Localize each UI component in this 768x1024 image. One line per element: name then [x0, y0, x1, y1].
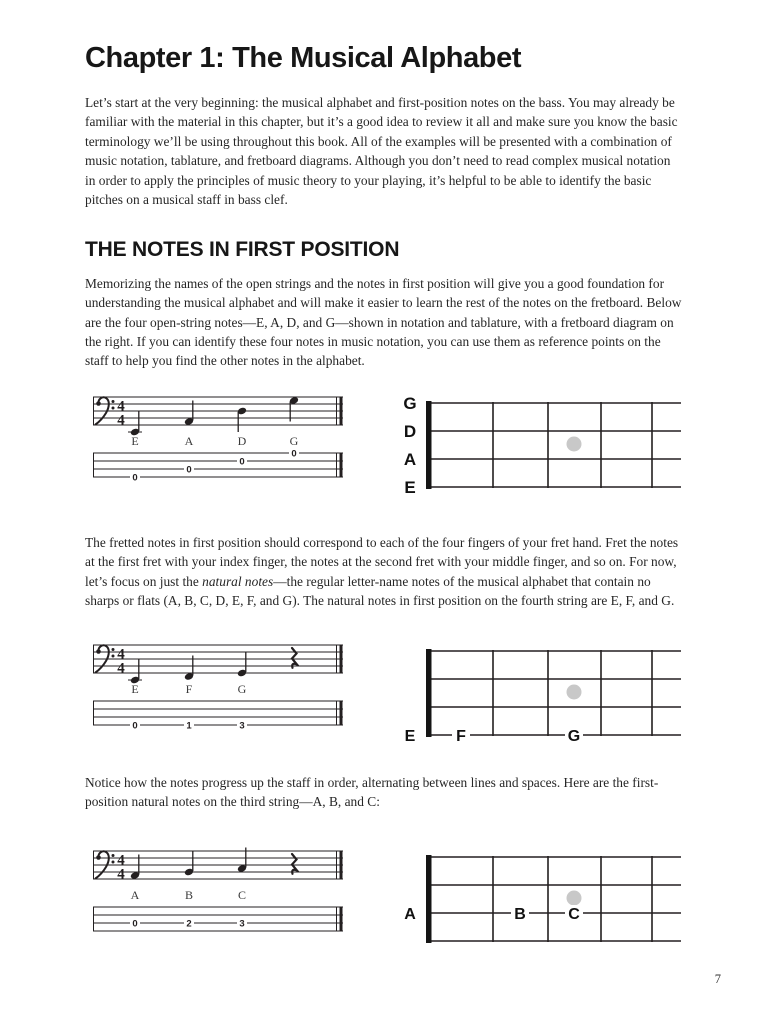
fretboard-diagram-open-strings [398, 389, 683, 499]
staff-lines [93, 645, 343, 673]
strings [431, 403, 681, 487]
quarter-notes [128, 396, 299, 436]
time-sig-top: 4 [117, 852, 125, 869]
tab-final-barline [340, 701, 343, 725]
fretted-text-italic: natural notes [202, 573, 274, 589]
string-label: A [403, 449, 417, 469]
note-name-labels [131, 888, 246, 902]
time-signature [117, 853, 125, 883]
chapter-title: Chapter 1: The Musical Alphabet [85, 42, 522, 74]
note-name-labels [131, 434, 298, 448]
music-notation-fourth-string [85, 637, 355, 732]
time-sig-bottom: 4 [117, 866, 125, 883]
fret-marker-dot [567, 891, 582, 906]
section-intro-paragraph: Memorizing the names of the open strings and the notes in first position will give you a good foundation for understanding the musical alphabet and will make it easier to learn the rest of the notes on the fretboard. Below are the four open-string notes—E, A, D, and G—shown in notation and tablature, with a fretboard diagram on the right. If you can identify these four notes in music notation, you can use them as reference points on the staff to help you find the other notes in the alphabet. [85, 275, 682, 369]
string-label: G [403, 393, 417, 413]
note-name-labels [131, 682, 246, 696]
time-sig-top: 4 [117, 646, 125, 663]
tab-fret: 0 [132, 472, 138, 484]
fretted-note-label: B [514, 906, 526, 924]
note-name: G [289, 433, 299, 448]
note-name: G [237, 681, 247, 696]
tab-final-barline [340, 453, 343, 477]
time-sig-top: 4 [117, 398, 125, 415]
strings [431, 857, 681, 941]
fretted-text-before: The fretted notes in first position should correspond to each of the four fingers of your fret hand. Fret the notes at the first fret with your index finger, the notes at the second fret with your middle finger, and so on. For now, let’s focus on just the [85, 534, 679, 589]
note-name: F [185, 681, 193, 696]
note-name: E [131, 433, 139, 448]
time-signature [117, 398, 125, 428]
intro-paragraph: Let’s start at the very beginning: the musical alphabet and first-position notes on the bass. You may already be familiar with the material in this chapter, but it’s a good idea to review it all and make sure you know the basic terminology we’ll be using throughout this book. All of the examples will be presented with a combination of music notation, tablature, and fretboard diagrams. Although you don’t need to read complex musical notation in order to apply the principles of music theory to your playing, it’s helpful to be able to identify the basic pitches on a musical staff in bass clef. [85, 95, 678, 208]
string-labels [403, 394, 416, 497]
note-name: E [131, 681, 139, 696]
music-notation-third-string [85, 843, 355, 938]
fretted-note-label: F [456, 727, 466, 745]
example-row-third-string [85, 843, 683, 953]
example-row-fourth-string [85, 637, 683, 747]
fretted-text-after: —the regular letter-name notes of the musical alphabet that contain no sharps or flats (A, B, C, D, E, F, and G). The natural notes in first position on the fourth string are E, F, and G. [85, 573, 675, 609]
nut [426, 401, 432, 489]
note-name: D [237, 433, 247, 448]
fretted-note-label: C [568, 906, 580, 924]
tab-fret: 0 [132, 720, 138, 732]
section-heading: THE NOTES IN FIRST POSITION [85, 237, 400, 261]
fretted-note-label: G [567, 727, 581, 745]
tab-fret: 0 [132, 918, 138, 930]
nut [426, 649, 432, 737]
staff-lines [93, 397, 343, 425]
music-notation-open-strings [85, 389, 355, 484]
nut [426, 855, 432, 943]
tab-fret: 0 [291, 448, 297, 460]
fretted-notes-paragraph [85, 533, 683, 611]
tab-fret: 1 [186, 720, 192, 732]
note-name: C [237, 888, 247, 903]
final-barline [340, 851, 343, 879]
final-barline [340, 397, 343, 425]
tab-fret: 2 [186, 918, 192, 930]
staff-lines [93, 851, 343, 879]
note-name: B [184, 888, 194, 903]
example-row-open-strings [85, 389, 683, 499]
string-label: D [403, 421, 417, 441]
fret-marker-dot [567, 684, 582, 699]
fretboard-diagram-fourth-string [398, 637, 683, 747]
quarter-notes [130, 848, 247, 880]
quarter-notes [128, 652, 247, 684]
note-name: A [130, 888, 140, 903]
fretboard-diagram-third-string [398, 843, 683, 953]
strings [431, 651, 681, 735]
open-string-label: A [404, 906, 416, 924]
quarter-rest [292, 854, 297, 874]
time-signature [117, 646, 125, 676]
tab-fret: 3 [239, 720, 245, 732]
tab-fret-numbers [130, 720, 247, 732]
tab-fret: 3 [239, 918, 245, 930]
string-label: E [404, 477, 416, 497]
tab-fret-numbers [130, 918, 247, 930]
fret-marker-dot [567, 436, 582, 451]
tab-fret: 0 [239, 456, 245, 468]
tab-fret: 0 [186, 464, 192, 476]
third-string-paragraph: Notice how the notes progress up the staff in order, alternating between lines and spaces. Here are the first-position natural notes on the third string—A, B, and C: [85, 774, 659, 809]
quarter-rest [292, 648, 297, 668]
time-sig-bottom: 4 [117, 660, 125, 677]
tab-final-barline [340, 907, 343, 931]
open-string-label: E [404, 727, 416, 745]
note-name: A [184, 433, 194, 448]
page-number: 7 [714, 972, 721, 986]
time-sig-bottom: 4 [117, 412, 125, 429]
final-barline [340, 645, 343, 673]
